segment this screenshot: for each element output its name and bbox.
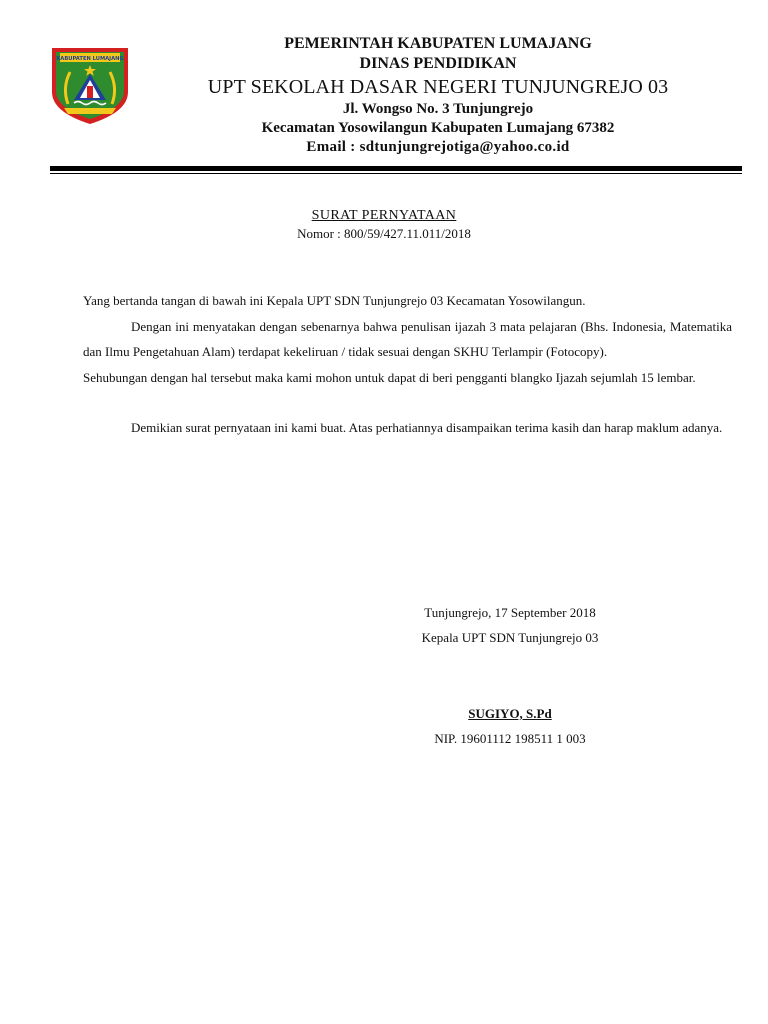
signatory-name: SUGIYO, S.Pd (468, 706, 552, 721)
regency-emblem-logo (48, 42, 132, 126)
letterhead-divider-thin (50, 173, 742, 174)
body-paragraph-closing: Demikian surat pernyataan ini kami buat. Atas perhatiannya disampaikan terima kasih dan harap maklum adanya. (131, 420, 723, 435)
document-title: SURAT PERNYATAAN (311, 208, 457, 223)
school-email: Email : sdtunjungrejotiga@yahoo.co.id (306, 139, 570, 155)
government-name: PEMERINTAH KABUPATEN LUMAJANG (284, 35, 592, 52)
document-title-block (0, 208, 768, 242)
body-paragraph-opening: Yang bertanda tangan di bawah ini Kepala UPT SDN Tunjungrejo 03 Kecamatan Yosowilangun. (83, 293, 586, 308)
school-name: UPT SEKOLAH DASAR NEGERI TUNJUNGREJO 03 (207, 76, 669, 98)
paragraph-spacer (83, 390, 732, 415)
body-paragraph-statement: Dengan ini menyatakan dengan sebenarnya bahwa penulisan ijazah 3 mata pelajaran (Bhs. Indonesia, Matematika dan Ilmu Pengetahuan Alam) terdapat kekeliruan / tidak sesuai dengan SKHU Terlampir (Fotocopy). (83, 318, 732, 359)
department-name: DINAS PENDIDIKAN (359, 55, 517, 72)
letterhead-divider-thick (50, 166, 742, 171)
school-district: Kecamatan Yosowilangun Kabupaten Lumajang 67382 (261, 120, 615, 136)
letter-body (83, 288, 732, 441)
logo-banner-text: KABUPATEN LUMAJANG (56, 56, 124, 62)
school-address: Jl. Wongso No. 3 Tunjungrejo (342, 101, 534, 117)
letterhead (148, 34, 728, 157)
signatory-nip: NIP. 19601112 198511 1 003 (434, 731, 586, 746)
document-number: Nomor : 800/59/427.11.011/2018 (297, 226, 471, 241)
signature-place-date: Tunjungrejo, 17 September 2018 (424, 605, 596, 620)
signature-position: Kepala UPT SDN Tunjungrejo 03 (421, 630, 599, 645)
body-paragraph-request: Sehubungan dengan hal tersebut maka kami mohon untuk dapat di beri pengganti blangko Ijazah sejumlah 15 lembar. (83, 369, 696, 385)
signature-block (340, 600, 680, 751)
